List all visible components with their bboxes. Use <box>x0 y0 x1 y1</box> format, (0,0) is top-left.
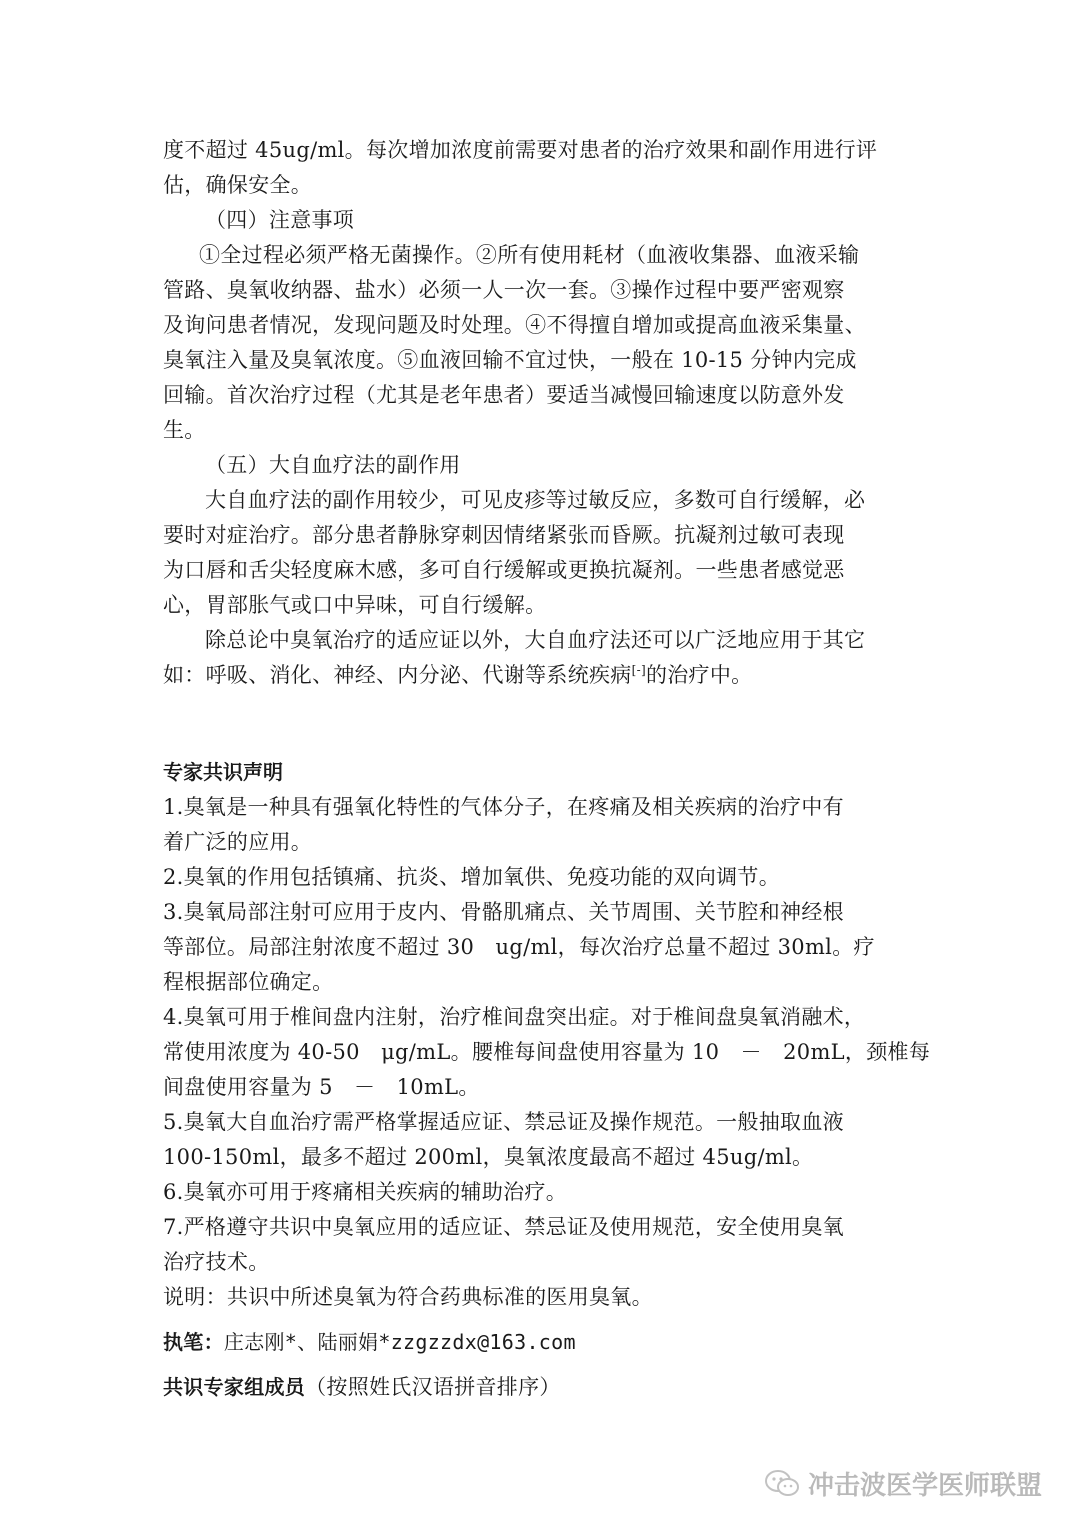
consensus-line: 间盘使用容量为 5 － 10mL。 <box>163 1075 480 1099</box>
text-line: 生。 <box>163 418 206 442</box>
consensus-line: 7.严格遵守共识中臭氧应用的适应证、禁忌证及使用规范，安全使用臭氧 <box>163 1215 844 1239</box>
section-4-title: （四）注意事项 <box>205 208 355 232</box>
text-line: 估，确保安全。 <box>163 173 313 197</box>
text-fragment: 的治疗中。 <box>645 663 753 687</box>
text-line: 臭氧注入量及臭氧浓度。⑤血液回输不宜过快，一般在 10-15 分钟内完成 <box>163 348 857 372</box>
watermark-text: 冲击波医学医师联盟 <box>808 1471 1043 1501</box>
text-line: 大自血疗法的副作用较少，可见皮疹等过敏反应，多数可自行缓解，必 <box>205 488 866 512</box>
consensus-line: 6.臭氧亦可用于疼痛相关疾病的辅助治疗。 <box>163 1180 568 1204</box>
text-line: 管路、臭氧收纳器、盐水）必须一人一次一套。③操作过程中要严密观察 <box>163 278 845 302</box>
members-label: 共识专家组成员 <box>163 1375 306 1399</box>
section-5-title: （五）大自血疗法的副作用 <box>205 453 461 477</box>
consensus-line: 100-150ml，最多不超过 200ml，臭氧浓度最高不超过 45ug/ml。 <box>163 1145 814 1169</box>
consensus-line: 着广泛的应用。 <box>163 830 313 854</box>
consensus-line: 5.臭氧大自血治疗需严格掌握适应证、禁忌证及操作规范。一般抽取血液 <box>163 1110 844 1134</box>
text-line: 回输。首次治疗过程（尤其是老年患者）要适当减慢回输速度以防意外发 <box>163 383 845 407</box>
consensus-line: 常使用浓度为 40-50 μg/mL。腰椎每间盘使用容量为 10 － 20mL，颈椎每 <box>163 1040 931 1064</box>
consensus-line: 等部位。局部注射浓度不超过 30 ug/ml，每次治疗总量不超过 30ml。疗 <box>163 935 875 959</box>
consensus-heading: 专家共识声明 <box>163 760 283 784</box>
consensus-line: 4.臭氧可用于椎间盘内注射，治疗椎间盘突出症。对于椎间盘臭氧消融术， <box>163 1005 866 1029</box>
members-note: （按照姓氏汉语拼音排序） <box>305 1375 561 1399</box>
consensus-line: 1.臭氧是一种具有强氧化特性的气体分子，在疼痛及相关疾病的治疗中有 <box>163 795 844 819</box>
text-line: 除总论中臭氧治疗的适应证以外，大自血疗法还可以广泛地应用于其它 <box>205 628 866 652</box>
text-line: ①全过程必须严格无菌操作。②所有使用耗材（血液收集器、血液采输 <box>199 243 860 267</box>
wechat-icon <box>764 1469 800 1499</box>
text-line: 要时对症治疗。部分患者静脉穿刺因情绪紧张而昏厥。抗凝剂过敏可表现 <box>163 523 845 547</box>
consensus-note: 说明：共识中所述臭氧为符合药典标准的医用臭氧。 <box>163 1285 653 1309</box>
text-line: 心，胃部胀气或口中异味，可自行缓解。 <box>163 593 547 617</box>
document-page <box>163 133 931 1405</box>
text-line: 度不超过 45ug/ml。每次增加浓度前需要对患者的治疗效果和副作用进行评 <box>163 138 878 162</box>
consensus-line: 2.臭氧的作用包括镇痛、抗炎、增加氧供、免疫功能的双向调节。 <box>163 865 781 889</box>
author-text: 庄志刚*、陆丽娟*zzgzzdx@163.com <box>223 1330 576 1354</box>
author-label: 执笔： <box>163 1330 224 1354</box>
citation-sup: [-] <box>631 663 646 677</box>
members-line <box>163 1370 923 1405</box>
text-fragment: 如：呼吸、消化、神经、内分泌、代谢等系统疾病 <box>163 663 632 687</box>
text-line <box>163 658 923 693</box>
consensus-line: 3.臭氧局部注射可应用于皮内、骨骼肌痛点、关节周围、关节腔和神经根 <box>163 900 844 924</box>
consensus-line: 程根据部位确定。 <box>163 970 334 994</box>
text-line: 及询问患者情况，发现问题及时处理。④不得擅自增加或提高血液采集量、 <box>163 313 866 337</box>
text-line: 为口唇和舌尖轻度麻木感，多可自行缓解或更换抗凝剂。一些患者感觉恶 <box>163 558 845 582</box>
watermark <box>764 1465 1042 1502</box>
consensus-line: 治疗技术。 <box>163 1250 270 1274</box>
author-line <box>163 1325 923 1360</box>
